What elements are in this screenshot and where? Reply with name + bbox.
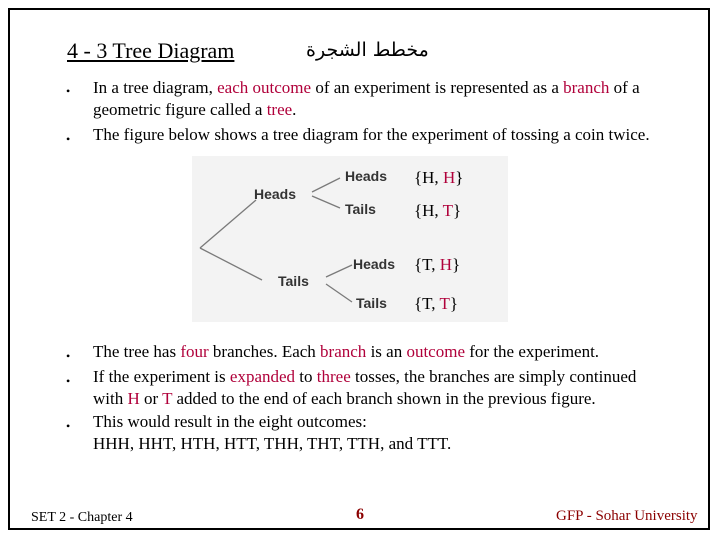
tree-label-first-tails: Tails xyxy=(278,273,309,289)
bullet-marker: • xyxy=(66,419,71,433)
bullet-figure-intro: The figure below shows a tree diagram for the experiment of tossing a coin twice. xyxy=(93,125,650,144)
slide-title: 4 - 3 Tree Diagram xyxy=(67,38,235,63)
slide-title-arabic: مخطط الشجرة xyxy=(306,39,429,61)
footer-institution: GFP - Sohar University xyxy=(556,508,698,524)
tree-label-heads-tails: Tails xyxy=(345,201,376,217)
outcome-tt: {T, T} xyxy=(414,294,459,313)
tree-label-first-heads: Heads xyxy=(254,186,297,202)
bullet-marker: • xyxy=(66,349,71,363)
outcome-th: {T, H} xyxy=(414,255,461,274)
bullet-eight-outcomes: This would result in the eight outcomes: HHH, HHT, HTH, HTT, THH, THT, TTH, and TTT. xyxy=(93,412,452,453)
bullet-marker: • xyxy=(66,84,71,98)
footer-page-number: 6 xyxy=(356,506,364,523)
outcome-hh: {H, H} xyxy=(414,168,464,187)
bullet-marker: • xyxy=(66,132,71,146)
bullet-four-branches: The tree has four branches. Each branch is an outcome for the experiment. xyxy=(93,342,600,361)
tree-label-tails-tails: Tails xyxy=(356,295,387,311)
outcome-ht: {H, T} xyxy=(414,201,462,220)
tree-label-heads-heads: Heads xyxy=(345,168,388,184)
bullet-marker: • xyxy=(66,374,71,388)
footer-chapter: SET 2 - Chapter 4 xyxy=(31,510,133,525)
bullet-tree-definition: In a tree diagram, each outcome of an experiment is represented as a branch of a geometric figure called a tree. xyxy=(93,78,640,119)
bullet-three-tosses: If the experiment is expanded to three tosses, the branches are simply continued with H or T added to the end of each branch shown in the previous figure. xyxy=(93,367,637,408)
tree-label-tails-heads: Heads xyxy=(353,256,396,272)
